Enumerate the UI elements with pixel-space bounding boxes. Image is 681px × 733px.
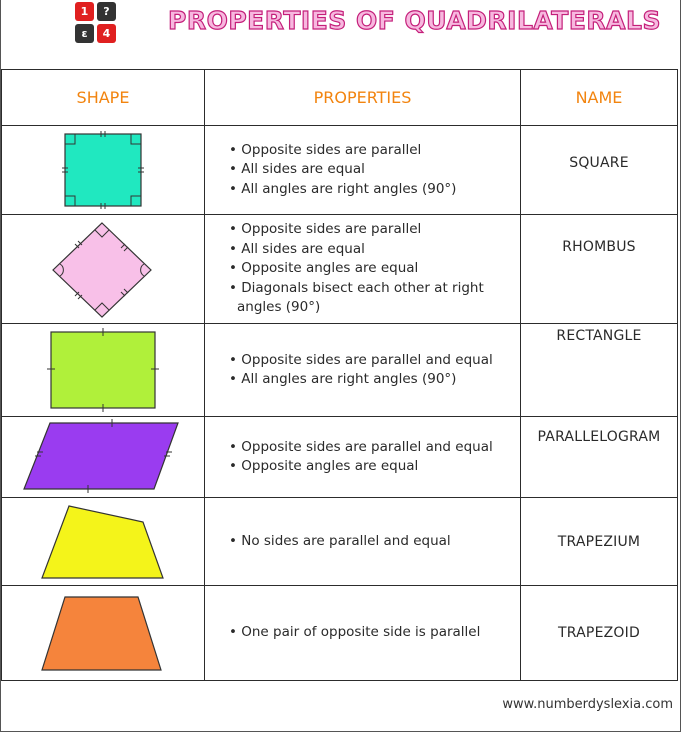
shape-name: RECTANGLE [556, 328, 642, 344]
property-item: • Diagonals bisect each other at right angles (90°) [229, 279, 484, 316]
properties-column-header: PROPERTIES [205, 70, 521, 126]
page-title: PROPERTIES OF QUADRILATERALS [168, 6, 661, 35]
table-row [2, 126, 678, 215]
quadrilaterals-table [1, 69, 678, 681]
parallelogram-shape-icon [18, 419, 188, 495]
property-item: • Opposite sides are parallel [229, 221, 422, 238]
shape-cell [2, 324, 205, 417]
property-item: • All angles are right angles (90°) [229, 371, 457, 387]
square-shape-icon [58, 130, 148, 210]
shape-name: PARALLELOGRAM [537, 429, 661, 445]
shape-cell [2, 126, 205, 215]
rectangle-shape-icon [43, 327, 163, 413]
property-item: • Opposite angles are equal [229, 458, 419, 474]
shape-column-header: SHAPE [2, 70, 205, 126]
property-item: • Opposite sides are parallel and equal [229, 438, 493, 455]
property-item: • Opposite sides are parallel and equal [229, 351, 493, 368]
table-row [2, 498, 678, 586]
properties-cell [205, 324, 521, 417]
table-header-row [2, 70, 678, 126]
properties-cell [205, 417, 521, 498]
table-row [2, 586, 678, 681]
shape-cell [2, 586, 205, 681]
shape-cell [2, 498, 205, 586]
shape-cell [2, 215, 205, 324]
trapezium-shape-icon [38, 502, 168, 582]
shape-name-cell [521, 586, 678, 681]
shape-name-cell [521, 126, 678, 215]
shape-name: RHOMBUS [562, 239, 636, 255]
property-item: • One pair of opposite side is parallel [229, 624, 481, 641]
property-item: • Opposite sides are parallel [229, 141, 422, 158]
property-item: • Opposite angles are equal [229, 260, 419, 277]
shape-name: TRAPEZIUM [557, 533, 641, 550]
property-item: • No sides are parallel and equal [229, 532, 451, 549]
website-link[interactable]: www.numberdyslexia.com [502, 697, 673, 712]
trapezoid-shape-icon [38, 593, 168, 673]
property-item: • All sides are equal [229, 240, 365, 257]
logo [75, 2, 119, 44]
properties-cell [205, 126, 521, 215]
shape-name-cell [521, 417, 678, 498]
logo-tile: ? [97, 2, 116, 21]
logo-tile: 1 [75, 2, 94, 21]
properties-cell [205, 498, 521, 586]
table-row [2, 215, 678, 324]
shape-name-cell [521, 215, 678, 324]
table-row [2, 324, 678, 417]
shape-cell [2, 417, 205, 498]
logo-tile: 4 [97, 24, 116, 43]
property-item: • All sides are equal [229, 161, 365, 178]
shape-name-cell [521, 498, 678, 586]
shape-name: TRAPEZOID [558, 625, 640, 641]
name-column-header: NAME [521, 70, 678, 126]
rhombus-shape-icon [48, 219, 158, 319]
logo-tile: ε [75, 24, 94, 43]
property-item: • All angles are right angles (90°) [229, 180, 457, 197]
shape-name: SQUARE [569, 155, 629, 171]
shape-name-cell [521, 324, 678, 417]
properties-cell [205, 215, 521, 324]
table-row [2, 417, 678, 498]
properties-cell [205, 586, 521, 681]
